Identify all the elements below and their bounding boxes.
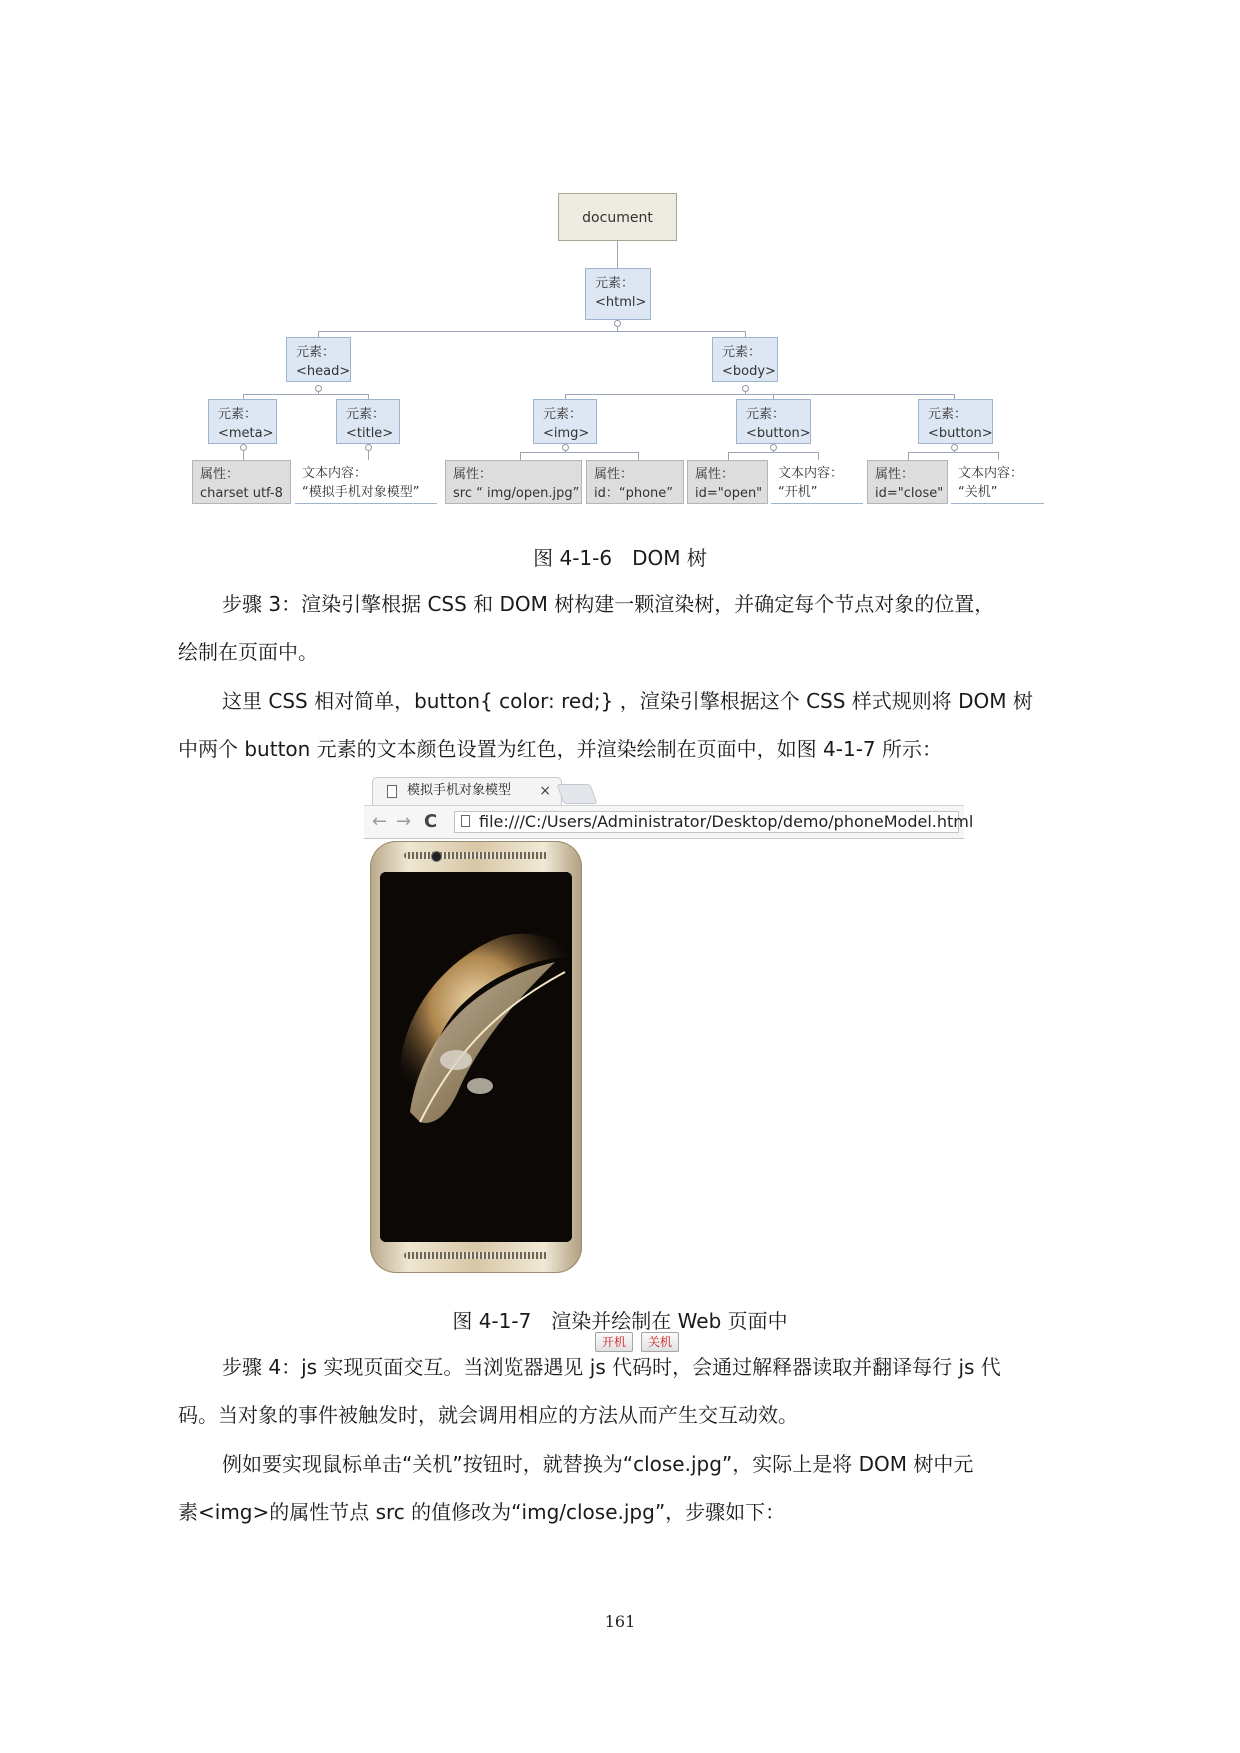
leaf-label: 属性： [594, 467, 634, 482]
forward-arrow-icon[interactable]: → [396, 811, 412, 832]
figure-caption-dom-tree: 图 4-1-6 DOM 树 [533, 546, 707, 570]
leaf-meta-attr [192, 460, 291, 504]
leaf-value: id：“phone” [594, 486, 674, 501]
feather-image [380, 872, 572, 1242]
leaf-open-id [687, 460, 768, 504]
reload-icon[interactable]: C [424, 811, 438, 832]
node-head-label: 元素： [296, 345, 336, 360]
node-body-label: 元素： [722, 345, 762, 360]
node-meta [208, 399, 277, 444]
back-arrow-icon[interactable]: ← [372, 811, 388, 832]
node-meta-label: 元素： [218, 407, 258, 422]
leaf-open-text [771, 460, 863, 504]
close-button[interactable]: 关机 [641, 1332, 679, 1352]
tree-connector [520, 452, 638, 453]
tab-title: 模拟手机对象模型 [407, 783, 512, 798]
step3-line2: 绘制在页面中。 [178, 640, 318, 664]
leaf-label: 文本内容： [302, 466, 368, 481]
step4-line2: 码。当对象的事件被触发时，就会调用相应的方法从而产生交互动效。 [178, 1403, 798, 1427]
leaf-label: 属性： [200, 467, 240, 482]
browser-tab[interactable] [372, 777, 562, 805]
collapse-dot [770, 444, 777, 451]
tree-connector [565, 394, 954, 395]
node-button-open-label: 元素： [746, 407, 786, 422]
node-head [286, 337, 351, 382]
browser-toolbar [364, 805, 974, 839]
leaf-close-id [867, 460, 948, 504]
page-number: 161 [604, 1612, 636, 1631]
node-title-tag: <title> [346, 426, 394, 441]
node-meta-tag: <meta> [218, 426, 274, 441]
dom-tree-figure [0, 0, 1240, 540]
node-img-tag: <img> [543, 426, 590, 441]
tree-connector [818, 452, 819, 460]
leaf-value: “关机” [958, 485, 998, 500]
node-button-open [736, 399, 811, 444]
node-document: document [558, 193, 677, 241]
tree-connector [908, 452, 909, 460]
phone-speaker-top [404, 852, 548, 859]
node-button-close-label: 元素： [928, 407, 968, 422]
node-button-close [918, 399, 993, 444]
leaf-img-src [445, 460, 582, 504]
collapse-dot [614, 320, 621, 327]
leaf-title-text [295, 460, 437, 504]
phone-image [370, 841, 582, 1273]
node-button-close-tag: <button> [928, 426, 993, 441]
tree-connector [638, 452, 639, 460]
leaf-img-id [586, 460, 684, 504]
node-html-label: 元素： [595, 276, 635, 291]
step3-line1: 步骤 3：渲染引擎根据 CSS 和 DOM 树构建一颗渲染树，并确定每个节点对象的位置， [222, 592, 995, 616]
node-body [712, 337, 778, 382]
node-html [585, 268, 651, 320]
open-button[interactable]: 开机 [595, 1332, 633, 1352]
example-line1: 例如要实现鼠标单击“关机”按钮时，就替换为“close.jpg”，实际上是将 DOM 树中元 [222, 1452, 974, 1476]
tree-connector [728, 452, 729, 460]
page-icon [387, 785, 397, 798]
tree-connector [617, 240, 618, 268]
node-body-tag: <body> [722, 364, 776, 379]
collapse-dot [562, 444, 569, 451]
css-para-line2: 中两个 button 元素的文本颜色设置为红色，并渲染绘制在页面中，如图 4-1-7 所示： [178, 737, 943, 761]
collapse-dot [951, 444, 958, 451]
node-head-tag: <head> [296, 364, 351, 379]
tree-connector [520, 452, 521, 460]
tree-connector [998, 452, 999, 460]
collapse-dot [742, 385, 749, 392]
leaf-label: 文本内容： [778, 466, 844, 481]
phone-camera [431, 851, 442, 862]
node-img [533, 399, 597, 444]
collapse-dot [365, 444, 372, 451]
step4-line1: 步骤 4：js 实现页面交互。当浏览器遇见 js 代码时，会通过解释器读取并翻译每行 js 代 [222, 1355, 1001, 1379]
node-html-tag: <html> [595, 295, 647, 310]
leaf-label: 属性： [695, 467, 735, 482]
close-icon[interactable]: × [539, 783, 551, 799]
leaf-close-text [951, 460, 1044, 504]
collapse-dot [240, 444, 247, 451]
address-bar[interactable] [454, 811, 974, 833]
leaf-value: “模拟手机对象模型” [302, 485, 420, 500]
node-title-label: 元素： [346, 407, 386, 422]
leaf-label: 属性： [875, 467, 915, 482]
figure-caption-browser: 图 4-1-7 渲染并绘制在 Web 页面中 [452, 1309, 788, 1333]
new-tab-button[interactable] [556, 784, 597, 804]
tree-connector [243, 394, 368, 395]
leaf-value: id="open" [695, 486, 763, 501]
phone-speaker-bottom [404, 1252, 548, 1259]
leaf-value: id="close" [875, 486, 944, 501]
node-title [336, 399, 400, 444]
node-img-label: 元素： [543, 407, 583, 422]
tree-connector [318, 331, 745, 332]
node-button-open-tag: <button> [746, 426, 811, 441]
address-url: file:///C:/Users/Administrator/Desktop/demo/phoneModel.html [479, 812, 974, 831]
collapse-dot [315, 385, 322, 392]
tree-connector [728, 452, 818, 453]
leaf-value: “开机” [778, 485, 818, 500]
example-line2: 素<img>的属性节点 src 的值修改为“img/close.jpg”，步骤如下： [178, 1500, 786, 1524]
leaf-label: 属性： [453, 467, 493, 482]
leaf-value: charset utf-8 [200, 486, 283, 501]
leaf-value: src “ img/open.jpg” [453, 486, 580, 501]
page-icon [461, 815, 470, 827]
css-para-line1: 这里 CSS 相对简单，button{ color: red;} ，渲染引擎根据这个 CSS 样式规则将 DOM 树 [222, 689, 1033, 713]
leaf-label: 文本内容： [958, 466, 1024, 481]
tree-connector [908, 452, 998, 453]
phone-screen [380, 872, 572, 1242]
